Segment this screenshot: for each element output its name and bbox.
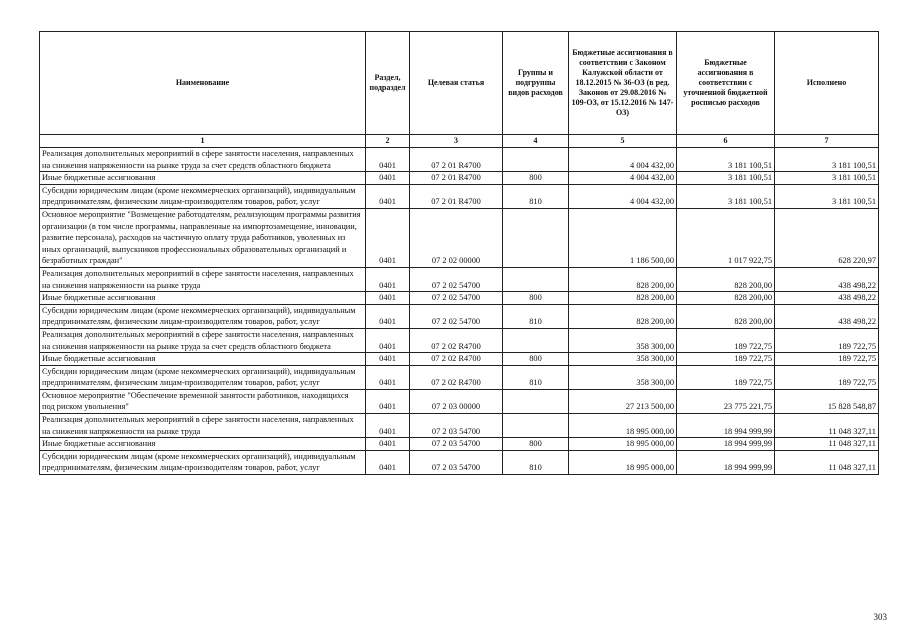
table-row	[40, 172, 879, 185]
row-budget-law: 4 004 432,00	[569, 148, 677, 172]
colnum: 7	[775, 135, 879, 148]
row-name: Иные бюджетные ассигнования	[40, 353, 366, 366]
table-row	[40, 267, 879, 291]
row-budget-law: 27 213 500,00	[569, 389, 677, 413]
row-budget-adjusted: 189 722,75	[677, 365, 775, 389]
row-executed: 189 722,75	[775, 328, 879, 352]
row-section: 0401	[366, 292, 410, 305]
table-row	[40, 353, 879, 366]
row-group	[503, 148, 569, 172]
row-name: Реализация дополнительных мероприятий в сфере занятости населения, направленных на снижения напряженности на рынке труда за счет средств областного бюджета	[40, 328, 366, 352]
row-budget-law: 1 186 500,00	[569, 208, 677, 267]
row-target: 07 2 01 R4700	[410, 184, 503, 208]
row-budget-adjusted: 3 181 100,51	[677, 148, 775, 172]
row-target: 07 2 02 R4700	[410, 365, 503, 389]
row-executed: 11 048 327,11	[775, 414, 879, 438]
header-name: Наименование	[40, 32, 366, 135]
row-target: 07 2 01 R4700	[410, 148, 503, 172]
row-group	[503, 267, 569, 291]
row-budget-law: 358 300,00	[569, 353, 677, 366]
header-groups: Группы и подгруппы видов расходов	[503, 32, 569, 135]
row-executed: 3 181 100,51	[775, 148, 879, 172]
row-group	[503, 389, 569, 413]
row-executed: 15 828 548,87	[775, 389, 879, 413]
row-executed: 628 220,97	[775, 208, 879, 267]
row-section: 0401	[366, 353, 410, 366]
row-group: 810	[503, 365, 569, 389]
row-group: 810	[503, 184, 569, 208]
table-body	[40, 135, 879, 475]
row-name: Субсидии юридическим лицам (кроме некоммерческих организаций), индивидуальным предпринимателям, физическим лицам-производителям товаров, работ, услуг	[40, 365, 366, 389]
row-group: 800	[503, 353, 569, 366]
row-budget-adjusted: 828 200,00	[677, 292, 775, 305]
row-budget-adjusted: 18 994 999,99	[677, 450, 775, 474]
row-name: Иные бюджетные ассигнования	[40, 438, 366, 451]
row-name: Иные бюджетные ассигнования	[40, 172, 366, 185]
row-section: 0401	[366, 389, 410, 413]
row-budget-adjusted: 189 722,75	[677, 328, 775, 352]
row-target: 07 2 03 54700	[410, 414, 503, 438]
page-number: 303	[873, 612, 887, 622]
row-group: 800	[503, 438, 569, 451]
row-name: Субсидии юридическим лицам (кроме некоммерческих организаций), индивидуальным предпринимателям, физическим лицам-производителям товаров, работ, услуг	[40, 184, 366, 208]
header-target: Целевая статья	[410, 32, 503, 135]
row-executed: 438 498,22	[775, 267, 879, 291]
row-name: Реализация дополнительных мероприятий в сфере занятости населения, направленных на снижения напряженности на рынке труда	[40, 267, 366, 291]
colnum: 6	[677, 135, 775, 148]
row-budget-adjusted: 3 181 100,51	[677, 184, 775, 208]
header-budget-law: Бюджетные ассигнования в соответствии с Законом Калужской области от 18.12.2015 № 36-ОЗ (в ред. Законов от 29.08.2016 № 109-ОЗ, от 15.12.2016 № 147-ОЗ)	[569, 32, 677, 135]
row-section: 0401	[366, 450, 410, 474]
row-executed: 11 048 327,11	[775, 450, 879, 474]
row-section: 0401	[366, 184, 410, 208]
row-budget-law: 18 995 000,00	[569, 438, 677, 451]
row-group: 800	[503, 292, 569, 305]
row-budget-law: 828 200,00	[569, 292, 677, 305]
row-executed: 3 181 100,51	[775, 172, 879, 185]
colnum: 4	[503, 135, 569, 148]
row-executed: 3 181 100,51	[775, 184, 879, 208]
row-target: 07 2 03 00000	[410, 389, 503, 413]
row-executed: 438 498,22	[775, 292, 879, 305]
row-executed: 438 498,22	[775, 304, 879, 328]
table-row	[40, 292, 879, 305]
table-row	[40, 450, 879, 474]
header-budget-adjusted: Бюджетные ассигнования в соответствии с уточненной бюджетной росписью расходов	[677, 32, 775, 135]
table-row	[40, 438, 879, 451]
row-budget-law: 18 995 000,00	[569, 450, 677, 474]
row-section: 0401	[366, 365, 410, 389]
row-section: 0401	[366, 414, 410, 438]
row-target: 07 2 03 54700	[410, 450, 503, 474]
row-executed: 11 048 327,11	[775, 438, 879, 451]
row-group	[503, 328, 569, 352]
colnum: 1	[40, 135, 366, 148]
row-budget-law: 4 004 432,00	[569, 172, 677, 185]
row-budget-law: 828 200,00	[569, 267, 677, 291]
row-group: 810	[503, 304, 569, 328]
table-row	[40, 304, 879, 328]
row-section: 0401	[366, 304, 410, 328]
colnum: 3	[410, 135, 503, 148]
table-row	[40, 414, 879, 438]
budget-table	[39, 31, 879, 475]
table-row	[40, 184, 879, 208]
row-target: 07 2 02 54700	[410, 292, 503, 305]
row-budget-adjusted: 23 775 221,75	[677, 389, 775, 413]
row-budget-adjusted: 189 722,75	[677, 353, 775, 366]
row-section: 0401	[366, 148, 410, 172]
row-executed: 189 722,75	[775, 365, 879, 389]
row-budget-adjusted: 18 994 999,99	[677, 414, 775, 438]
row-budget-adjusted: 18 994 999,99	[677, 438, 775, 451]
table-row	[40, 389, 879, 413]
row-budget-law: 828 200,00	[569, 304, 677, 328]
row-name: Основное мероприятие "Возмещение работодателям, реализующим программы развития организации (в том числе программы, направленные на импортозамещение, инновации, развитие персонала), расходов на частичную оплату труда работников, уволенных из иных организаций, выпускников профессиональных образовательных организаций и безработных граждан"	[40, 208, 366, 267]
row-section: 0401	[366, 172, 410, 185]
row-budget-adjusted: 828 200,00	[677, 304, 775, 328]
row-section: 0401	[366, 328, 410, 352]
column-numbers-row	[40, 135, 879, 148]
row-budget-law: 4 004 432,00	[569, 184, 677, 208]
table-row	[40, 208, 879, 267]
row-target: 07 2 02 R4700	[410, 353, 503, 366]
row-name: Реализация дополнительных мероприятий в сфере занятости населения, направленных на снижения напряженности на рынке труда за счет средств областного бюджета	[40, 148, 366, 172]
row-group: 810	[503, 450, 569, 474]
row-budget-adjusted: 1 017 922,75	[677, 208, 775, 267]
row-name: Основное мероприятие "Обеспечение временной занятости работников, находящихся под риском увольнения"	[40, 389, 366, 413]
row-group: 800	[503, 172, 569, 185]
row-section: 0401	[366, 208, 410, 267]
row-target: 07 2 02 R4700	[410, 328, 503, 352]
row-budget-law: 358 300,00	[569, 365, 677, 389]
row-target: 07 2 03 54700	[410, 438, 503, 451]
row-target: 07 2 02 54700	[410, 304, 503, 328]
row-section: 0401	[366, 438, 410, 451]
row-target: 07 2 02 54700	[410, 267, 503, 291]
header-section: Раздел, подраздел	[366, 32, 410, 135]
header-row	[40, 32, 879, 135]
row-budget-adjusted: 828 200,00	[677, 267, 775, 291]
table-row	[40, 328, 879, 352]
row-name: Иные бюджетные ассигнования	[40, 292, 366, 305]
row-name: Субсидии юридическим лицам (кроме некоммерческих организаций), индивидуальным предпринимателям, физическим лицам-производителям товаров, работ, услуг	[40, 450, 366, 474]
row-budget-law: 18 995 000,00	[569, 414, 677, 438]
row-name: Реализация дополнительных мероприятий в сфере занятости населения, направленных на снижения напряженности на рынке труда	[40, 414, 366, 438]
row-budget-adjusted: 3 181 100,51	[677, 172, 775, 185]
row-group	[503, 414, 569, 438]
table-row	[40, 148, 879, 172]
colnum: 2	[366, 135, 410, 148]
row-target: 07 2 01 R4700	[410, 172, 503, 185]
row-target: 07 2 02 00000	[410, 208, 503, 267]
row-name: Субсидии юридическим лицам (кроме некоммерческих организаций), индивидуальным предпринимателям, физическим лицам-производителям товаров, работ, услуг	[40, 304, 366, 328]
row-budget-law: 358 300,00	[569, 328, 677, 352]
row-group	[503, 208, 569, 267]
row-section: 0401	[366, 267, 410, 291]
header-executed: Исполнено	[775, 32, 879, 135]
table-row	[40, 365, 879, 389]
colnum: 5	[569, 135, 677, 148]
row-executed: 189 722,75	[775, 353, 879, 366]
